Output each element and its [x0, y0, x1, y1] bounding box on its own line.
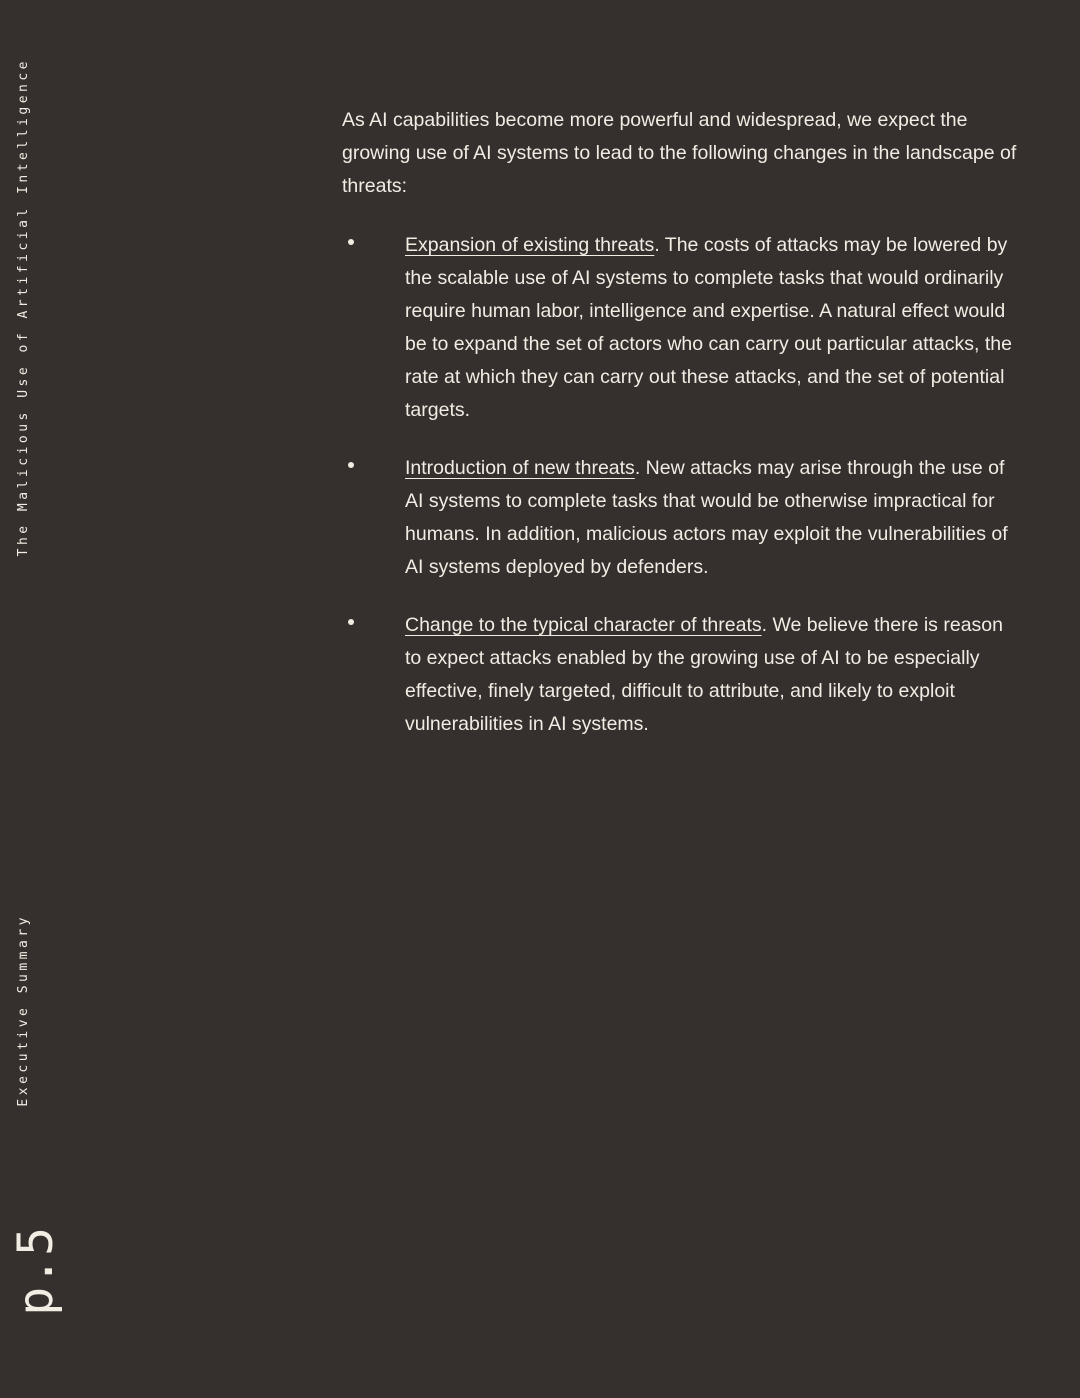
list-item-change-to-character-of-threats — [342, 609, 1018, 741]
threat-body-text: . We believe there is reason to expect attacks enabled by the growing use of AI to be especially effective, finely targeted, difficult to attribute, and likely to exploit vulnerabilities in AI systems. — [405, 614, 1003, 735]
document-title-vertical: The Malicious Use of Artificial Intelligence — [16, 58, 31, 557]
bullet-icon — [348, 619, 354, 625]
threat-lead-underlined: Introduction of new threats — [405, 457, 635, 479]
intro-paragraph: As AI capabilities become more powerful and widespread, we expect the growing use of AI systems to lead to the following changes in the landscape of threats: — [342, 109, 1017, 197]
threat-body-text: . New attacks may arise through the use of AI systems to complete tasks that would be otherwise impractical for humans. In addition, malicious actors may exploit the vulnerabilities of AI systems deployed by defenders. — [405, 457, 1008, 578]
threats-list — [342, 229, 1018, 741]
bullet-icon — [348, 239, 354, 245]
threat-lead-underlined: Change to the typical character of threats — [405, 614, 762, 636]
list-item-expansion-of-existing-threats — [342, 229, 1018, 427]
list-item-introduction-of-new-threats — [342, 452, 1018, 584]
bullet-icon — [348, 462, 354, 468]
main-content — [342, 104, 1018, 741]
section-label-vertical: Executive Summary — [16, 914, 31, 1107]
page-number: p.5 — [8, 1226, 64, 1316]
threat-lead-underlined: Expansion of existing threats — [405, 234, 655, 256]
threat-body-text: . The costs of attacks may be lowered by the scalable use of AI systems to complete tasks that would ordinarily require human labor, intelligence and expertise. A natural effect would be to expand the set of actors who can carry out particular attacks, the rate at which they can carry out these attacks, and the set of potential targets. — [405, 234, 1012, 421]
